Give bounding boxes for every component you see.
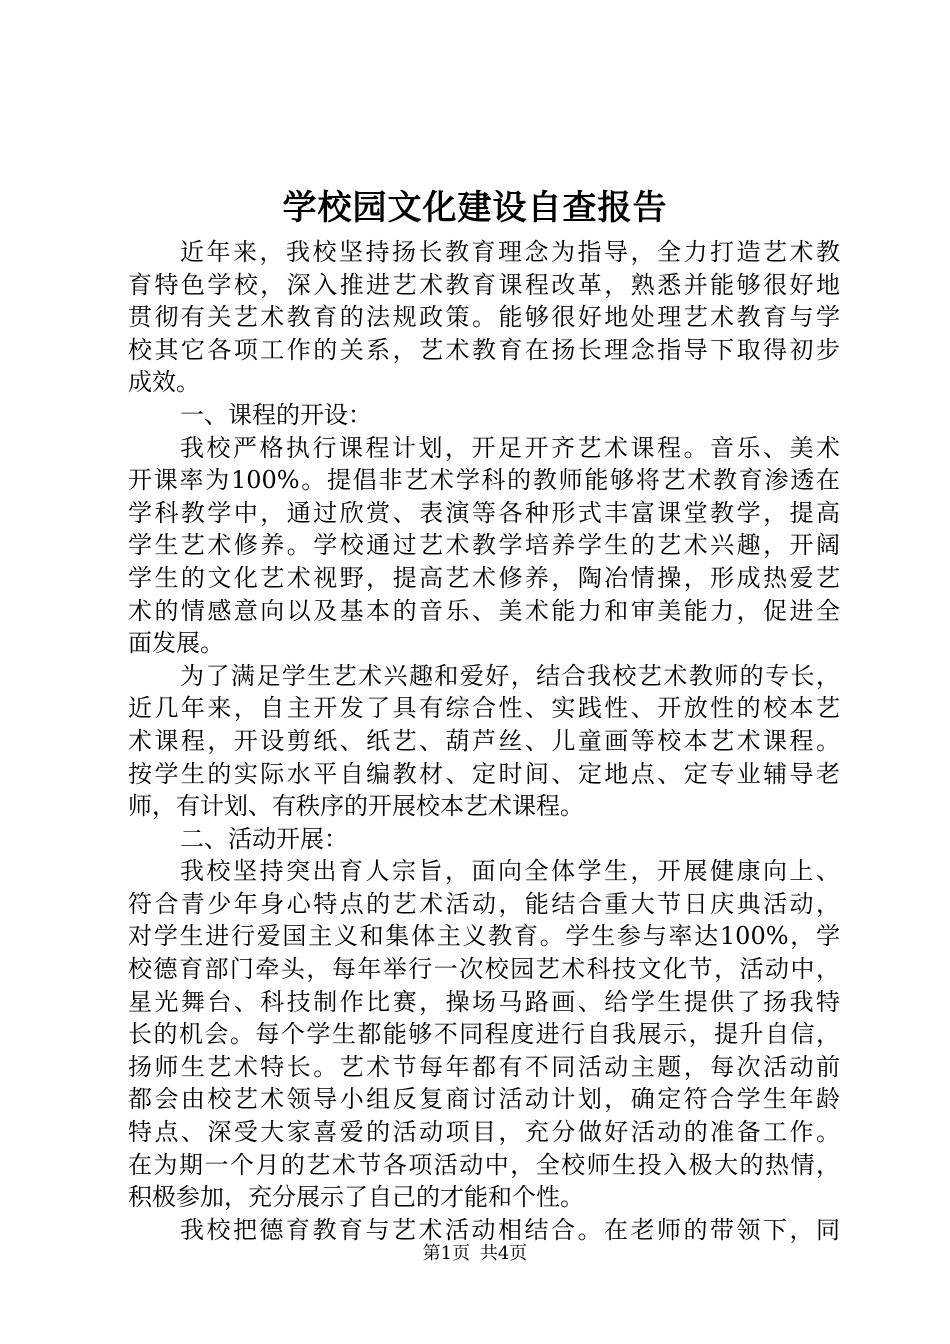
text-line: 都会由校艺术领导小组反复商讨活动计划，确定符合学生年龄: [128, 1085, 840, 1114]
document-body: [128, 236, 840, 1246]
text-line: 二、活动开展：: [180, 824, 348, 853]
document-title: 学校园文化建设自查报告: [282, 188, 668, 228]
text-line: 术课程，开设剪纸、纸艺、葫芦丝、儿童画等校本艺术课程。: [128, 726, 840, 755]
page-total: 共4页: [479, 1243, 528, 1264]
text-line: 育特色学校，深入推进艺术教育课程改革，熟悉并能够很好地: [128, 270, 840, 299]
text-line: 星光舞台、科技制作比赛，操场马路画、给学生提供了扬我特: [128, 987, 840, 1016]
text-line: 贯彻有关艺术教育的法规政策。能够很好地处理艺术教育与学: [128, 303, 840, 332]
text-line: 长的机会。每个学生都能够不同程度进行自我展示，提升自信，: [128, 1020, 840, 1049]
text-line: 我校把德育教育与艺术活动相结合。在老师的带领下，同: [180, 1215, 840, 1244]
text-line: 术的情感意向以及基本的音乐、美术能力和审美能力，促进全: [128, 596, 840, 625]
text-line: 近年来，我校坚持扬长教育理念为指导，全力打造艺术教: [180, 238, 840, 266]
text-line: 为了满足学生艺术兴趣和爱好，结合我校艺术教师的专长，: [180, 661, 840, 690]
text-line: 师，有计划、有秩序的开展校本艺术课程。: [128, 792, 584, 821]
text-line: 我校严格执行课程计划，开足开齐艺术课程。音乐、美术: [180, 433, 840, 462]
text-line: 开课率为100%。提倡非艺术学科的教师能够将艺术教育渗透在: [128, 466, 840, 495]
text-line: 面发展。: [128, 629, 224, 658]
text-line: 成效。: [128, 368, 200, 397]
page-footer: [0, 1242, 950, 1266]
page-number: 第1页: [422, 1243, 471, 1264]
text-line: 近几年来，自主开发了具有综合性、实践性、开放性的校本艺: [128, 694, 840, 723]
text-line: 积极参加，充分展示了自己的才能和个性。: [128, 1183, 584, 1212]
text-line: 我校坚持突出育人宗旨，面向全体学生，开展健康向上、: [180, 857, 840, 886]
text-line: 对学生进行爱国主义和集体主义教育。学生参与率达100%，学: [128, 922, 840, 951]
text-line: 学生艺术修养。学校通过艺术教学培养学生的艺术兴趣，开阔: [128, 531, 840, 560]
text-line: 学生的文化艺术视野，提高艺术修养，陶冶情操，形成热爱艺: [128, 563, 840, 592]
text-line: 按学生的实际水平自编教材、定时间、定地点、定专业辅导老: [128, 759, 840, 788]
text-line: 一、课程的开设：: [180, 400, 372, 429]
text-line: 校德育部门牵头，每年举行一次校园艺术科技文化节，活动中，: [128, 955, 840, 984]
text-line: 符合青少年身心特点的艺术活动，能结合重大节日庆典活动，: [128, 889, 840, 918]
text-line: 扬师生艺术特长。艺术节每年都有不同活动主题，每次活动前: [128, 1052, 840, 1081]
text-line: 学科教学中，通过欣赏、表演等各种形式丰富课堂教学，提高: [128, 498, 840, 527]
text-line: 校其它各项工作的关系，艺术教育在扬长理念指导下取得初步: [128, 335, 840, 364]
text-line: 特点、深受大家喜爱的活动项目，充分做好活动的准备工作。: [128, 1118, 840, 1147]
text-line: 在为期一个月的艺术节各项活动中，全校师生投入极大的热情，: [128, 1150, 840, 1179]
